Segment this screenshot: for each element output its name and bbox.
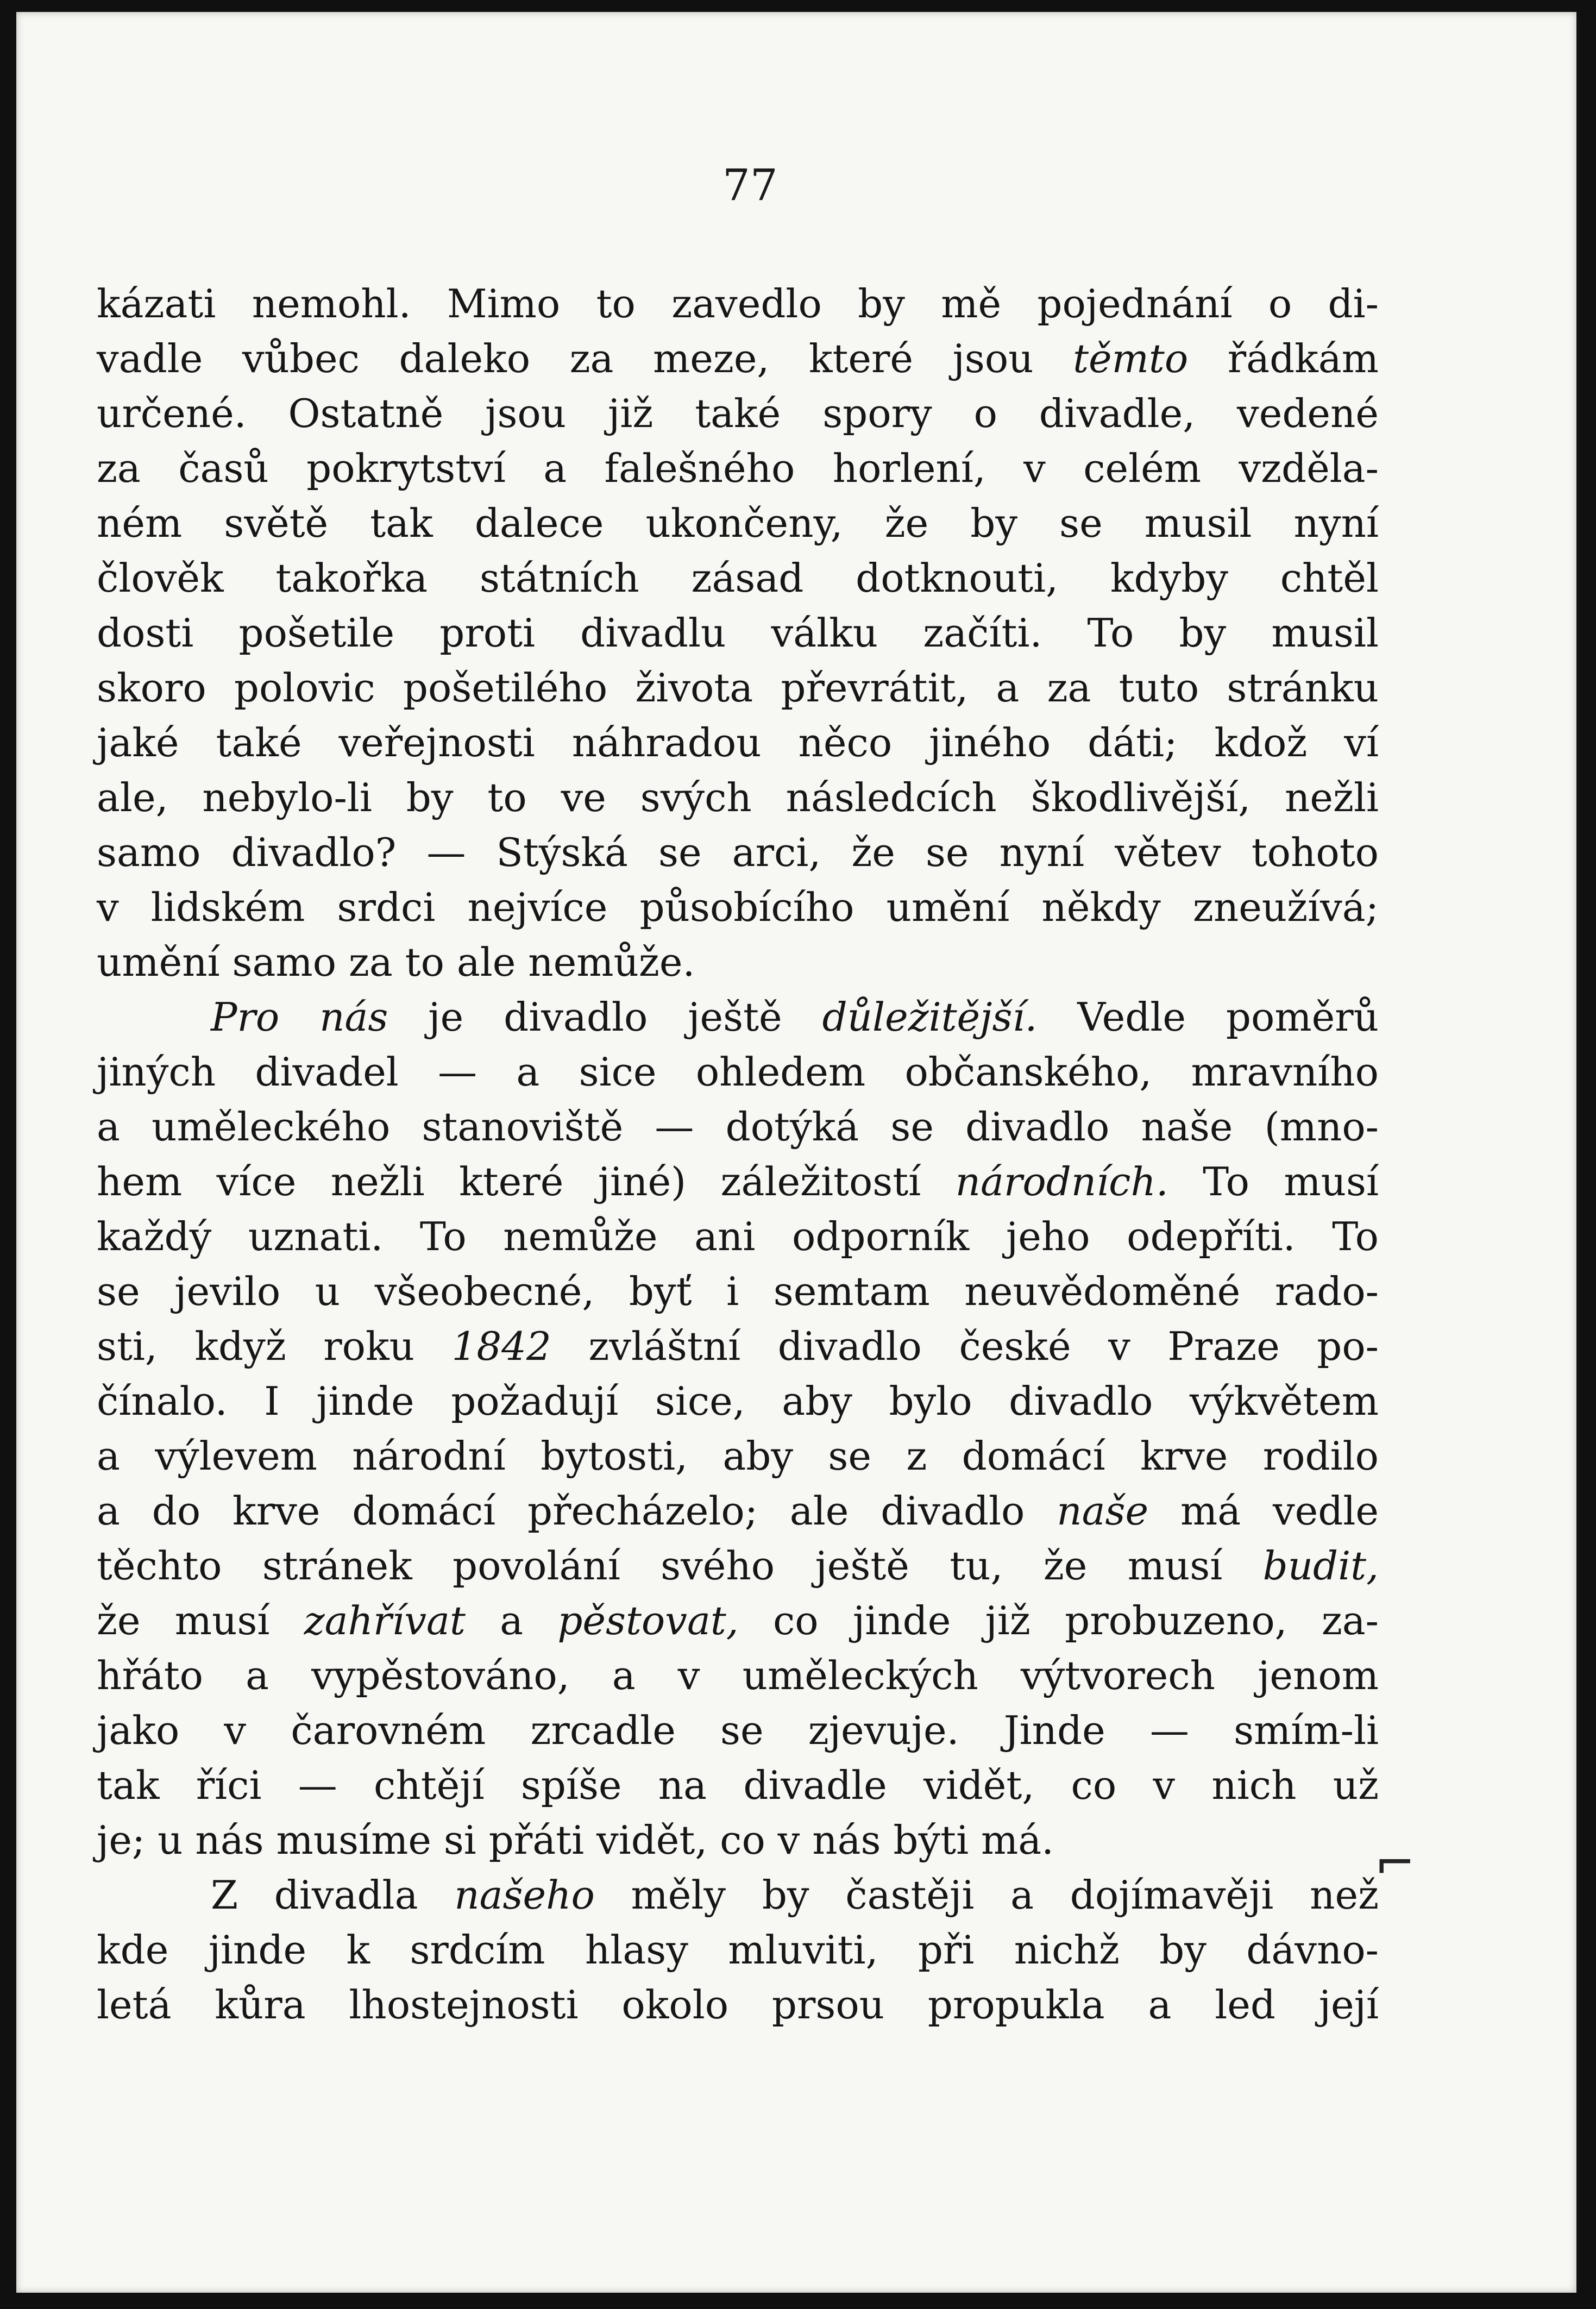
text-run: ném světě tak dalece ukončeny, že by se musil nyní: [97, 500, 1379, 546]
text-line: [97, 277, 1379, 331]
margin-mark: ⌐: [1374, 1835, 1416, 1892]
text-line: [97, 331, 1379, 386]
text-line: [97, 661, 1379, 716]
italic-text: Pro nás: [211, 994, 388, 1040]
italic-text: zahřívat: [304, 1598, 466, 1643]
text-line: [97, 935, 1379, 990]
text-run: je; u nás musíme si přáti vidět, co v nás býti má.: [97, 1817, 1054, 1863]
text-run: hřáto a vypěstováno, a v uměleckých výtvorech jenom: [97, 1653, 1379, 1698]
text-run: měly by častěji a dojímavěji než: [594, 1872, 1379, 1918]
text-line: [97, 386, 1379, 441]
text-line: [97, 1539, 1379, 1593]
text-line: [97, 770, 1379, 825]
text-line: [97, 1593, 1379, 1648]
italic-text: budit,: [1262, 1543, 1379, 1589]
text-line: [97, 990, 1379, 1045]
text-run: má vedle: [1148, 1488, 1379, 1534]
text-run: a: [465, 1598, 558, 1643]
text-run: jiných divadel — a sice ohledem občanského, mravního: [97, 1049, 1379, 1095]
book-page: [16, 12, 1576, 2293]
text-line: [97, 496, 1379, 551]
italic-text: národních.: [955, 1159, 1168, 1204]
text-run: dosti pošetile proti divadlu válku začíti. To by musil: [97, 610, 1379, 656]
text-line: [97, 1978, 1379, 2032]
text-run: To musí: [1168, 1159, 1379, 1204]
text-run: a výlevem národní bytosti, aby se z domácí krve rodilo: [97, 1433, 1379, 1479]
text-line: [97, 1429, 1379, 1484]
italic-text: 1842: [451, 1323, 551, 1369]
text-run: a do krve domácí přecházelo; ale divadlo: [97, 1488, 1057, 1534]
text-run: řádkám: [1188, 336, 1379, 381]
text-run: co jinde již probuzeno, za-: [738, 1598, 1379, 1643]
text-line: [97, 1484, 1379, 1539]
text-run: umění samo za to ale nemůže.: [97, 939, 695, 985]
text-run: hem více nežli které jiné) záležitostí: [97, 1159, 956, 1204]
text-line: [97, 441, 1379, 496]
text-run: samo divadlo? — Stýská se arci, že se nyní větev tohoto: [97, 830, 1379, 875]
text-line: [97, 1209, 1379, 1264]
text-line: [97, 1868, 1379, 1923]
italic-text: naše: [1057, 1488, 1149, 1534]
text-run: kázati nemohl. Mimo to zavedlo by mě pojednání o di-: [97, 281, 1379, 327]
text-run: těchto stránek povolání svého ještě tu, že musí: [97, 1543, 1263, 1589]
text-run: zvláštní divadlo české v Praze po-: [551, 1323, 1379, 1369]
text-line: [97, 1703, 1379, 1758]
text-run: jaké také veřejnosti náhradou něco jiného dáti; kdož ví: [97, 720, 1379, 766]
text-run: že musí: [97, 1598, 304, 1643]
text-line: [97, 1154, 1379, 1209]
text-run: letá kůra lhostejnosti okolo prsou propukla a led její: [97, 1982, 1379, 2028]
text-line: [97, 1100, 1379, 1154]
italic-text: pěstovat,: [557, 1598, 739, 1643]
italic-text: těmto: [1073, 336, 1189, 381]
text-run: se jevilo u všeobecné, byť i semtam neuvědoměné rado-: [97, 1269, 1379, 1314]
text-line: [97, 1319, 1379, 1374]
text-run: tak říci — chtějí spíše na divadle vidět, co v nich už: [97, 1762, 1379, 1808]
text-run: každý uznati. To nemůže ani odporník jeho odepříti. To: [97, 1214, 1379, 1259]
text-line: [97, 1648, 1379, 1703]
text-run: čínalo. I jinde požadují sice, aby bylo divadlo výkvětem: [97, 1378, 1379, 1424]
text-run: Z divadla: [211, 1872, 455, 1918]
text-line: [97, 1374, 1379, 1429]
italic-text: důležitější.: [822, 994, 1038, 1040]
text-run: sti, když roku: [97, 1323, 452, 1369]
italic-text: našeho: [454, 1872, 595, 1918]
text-run: je divadlo ještě: [388, 994, 822, 1040]
text-line: [97, 716, 1379, 770]
text-line: [97, 551, 1379, 606]
text-run: určené. Ostatně jsou již také spory o divadle, vedené: [97, 391, 1379, 436]
text-run: skoro polovic pošetilého života převrátit, a za tuto stránku: [97, 665, 1379, 711]
text-line: [97, 880, 1379, 935]
text-line: [97, 606, 1379, 661]
text-run: a uměleckého stanoviště — dotýká se divadlo naše (mno-: [97, 1104, 1379, 1150]
text-line: [97, 1264, 1379, 1319]
text-run: jako v čarovném zrcadle se zjevuje. Jinde — smím-li: [97, 1708, 1379, 1753]
text-run: za časů pokrytství a falešného horlení, v celém vzděla-: [97, 446, 1379, 491]
text-line: [97, 1813, 1379, 1868]
text-run: člověk takořka státních zásad dotknouti, kdyby chtěl: [97, 555, 1379, 601]
text-line: [97, 825, 1379, 880]
text-run: ale, nebylo-li by to ve svých následcích škodlivější, nežli: [97, 775, 1379, 820]
text-run: kde jinde k srdcím hlasy mluviti, při nichž by dávno-: [97, 1927, 1379, 1973]
page-number: 77: [722, 160, 778, 210]
text-line: [97, 1758, 1379, 1813]
text-line: [97, 1045, 1379, 1100]
text-run: v lidském srdci nejvíce působícího umění někdy zneužívá;: [97, 884, 1379, 930]
text-run: vadle vůbec daleko za meze, které jsou: [97, 336, 1073, 381]
text-run: Vedle poměrů: [1037, 994, 1379, 1040]
text-line: [97, 1923, 1379, 1978]
body-text: [97, 277, 1379, 2032]
